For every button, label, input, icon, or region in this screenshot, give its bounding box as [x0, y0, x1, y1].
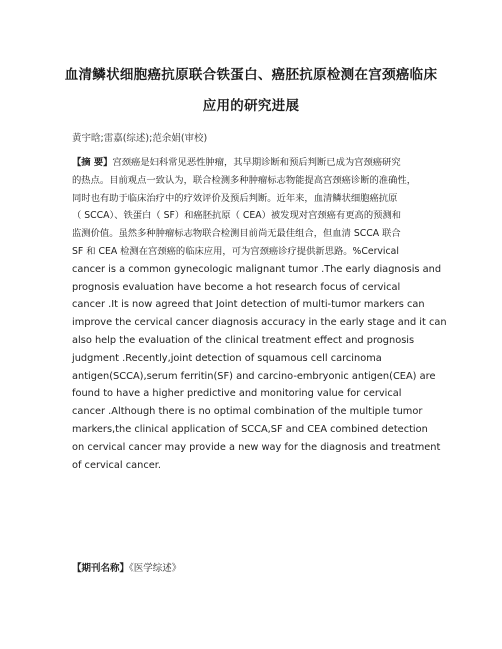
abstract-line: also help the evaluation of the clinical treatment effect and prognosis — [72, 334, 415, 346]
abstract-line: on cervical cancer may provide a new way for the diagnosis and treatment — [72, 441, 441, 453]
abstract-line: cancer .Although there is no optimal combination of the multiple tumor — [72, 406, 423, 418]
abstract-line: improve the cervical cancer diagnosis accuracy in the early stage and it can — [72, 317, 447, 329]
abstract-line: 监测价值。虽然多种肿瘤标志物联合检测目前尚无最佳组合，但血清 SCCA 联合 — [72, 228, 401, 240]
abstract-line: （ SCCA）、铁蛋白（ SF）和癌胚抗原（ CEA）被发现对宫颈癌有更高的预测和 — [72, 210, 402, 222]
abstract-line: judgment .Recently,joint detection of squamous cell carcinoma — [72, 352, 382, 364]
abstract-line: antigen(SCCA),serum ferritin(SF) and carcino-embryonic antigen(CEA) are — [72, 370, 436, 382]
abstract-block — [72, 154, 452, 474]
journal-line — [72, 560, 181, 574]
abstract-line: prognosis evaluation have become a hot research focus of cervical — [72, 281, 401, 293]
paper-title-line-1: 血清鳞状细胞癌抗原联合铁蛋白、癌胚抗原检测在宫颈癌临床 — [64, 67, 438, 83]
abstract-line: SF 和 CEA 检测在宫颈癌的临床应用，可为宫颈癌诊疗提供新思路。%Cervical — [72, 245, 399, 257]
abstract-line: cancer is a common gynecologic malignant tumor .The early diagnosis and — [72, 263, 442, 275]
paper-authors: 黄宇晗;雷嘉(综述);范余娟(审校) — [72, 133, 208, 144]
abstract-line — [72, 154, 452, 172]
abstract-label: 【摘 要】 — [72, 157, 113, 168]
paper-title-line-2: 应用的研究进展 — [202, 98, 300, 114]
abstract-line: of cervical cancer. — [72, 459, 161, 471]
abstract-line: markers,the clinical application of SCCA,SF and CEA combined detection — [72, 423, 428, 435]
journal-label: 【期刊名称】 — [72, 563, 130, 574]
abstract-line: 的热点。目前观点一致认为，联合检测多种肿瘤标志物能提高宫颈癌诊断的准确性， — [72, 174, 416, 186]
abstract-line: cancer .It is now agreed that Joint detection of multi-tumor markers can — [72, 299, 425, 311]
abstract-line: found to have a higher predictive and monitoring value for cervical — [72, 388, 402, 400]
journal-name: 《医学综述》 — [129, 563, 182, 574]
abstract-line: 同时也有助于临床治疗中的疗效评价及预后判断。近年来，血清鳞状细胞癌抗原 — [72, 192, 398, 204]
abstract-text: 宫颈癌是妇科常见恶性肿瘤，其早期诊断和预后判断已成为宫颈癌研究 — [112, 157, 401, 168]
